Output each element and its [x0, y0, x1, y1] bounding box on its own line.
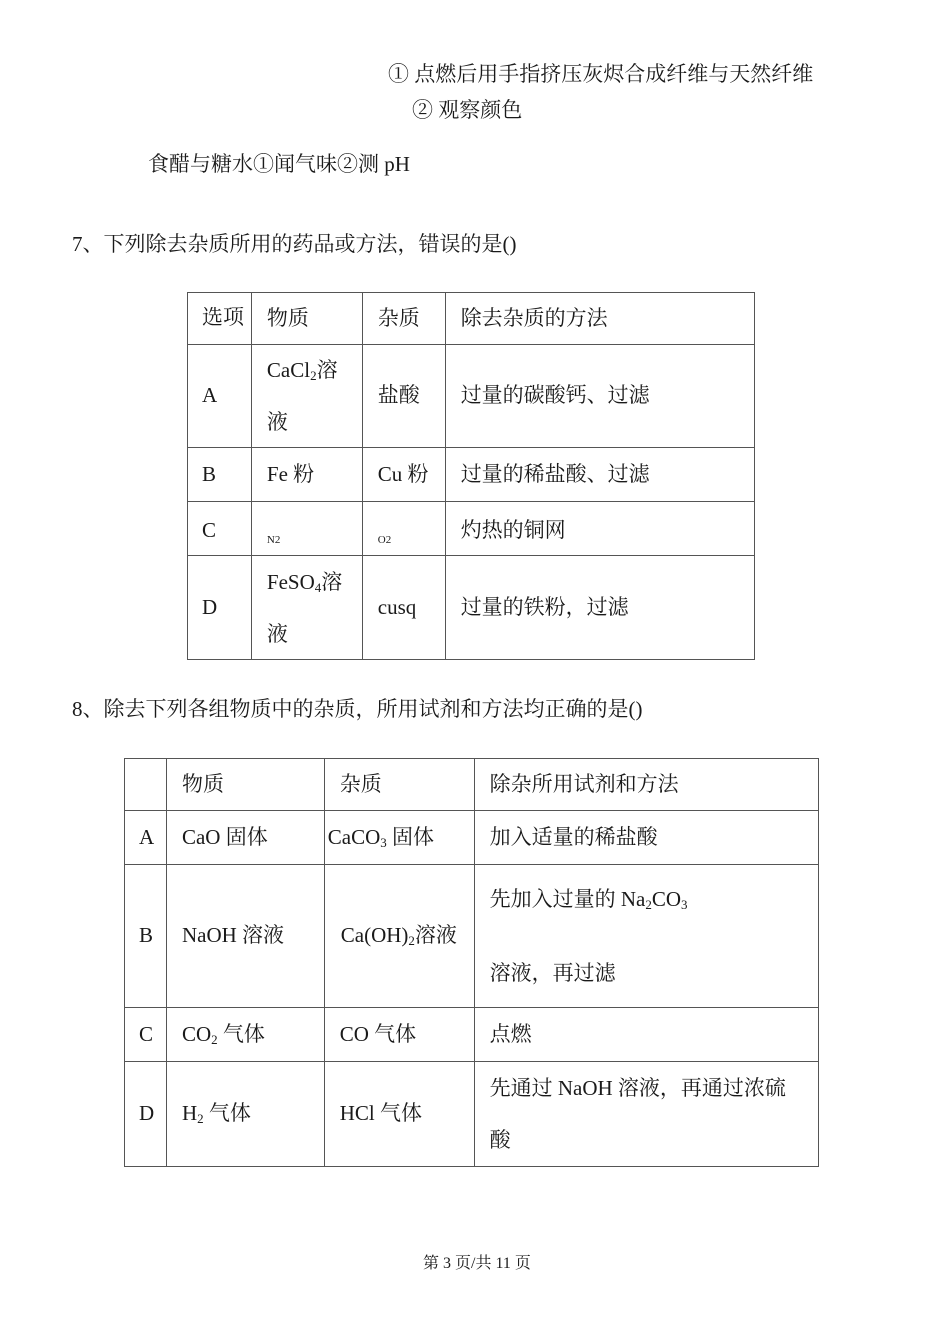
- table-row: [188, 345, 755, 448]
- option-letter: D: [188, 556, 252, 660]
- top-line-1: ① 点燃后用手指挤压灰烬合成纤维与天然纤维: [388, 62, 814, 86]
- page-footer: 第 3 页/共 11 页: [423, 1255, 531, 1272]
- method-cell: 过量的碳酸钙、过滤: [445, 345, 754, 448]
- table-row: [188, 556, 755, 660]
- impurity-cell: CaCO$_3$ 固体: [324, 811, 474, 865]
- impurity-cell: O2: [362, 502, 445, 556]
- option-letter: A: [125, 811, 167, 865]
- table-row: [125, 865, 819, 1008]
- substance-cell: N2: [251, 502, 362, 556]
- method-cell: 过量的稀盐酸、过滤: [445, 448, 754, 502]
- header-impurity: 杂质: [324, 759, 474, 811]
- option-letter: B: [188, 448, 252, 502]
- header-option: 选项: [188, 293, 252, 345]
- substance-cell: Fe 粉: [251, 448, 362, 502]
- method-cell: 加入适量的稀盐酸: [474, 811, 818, 865]
- header-substance: 物质: [166, 759, 324, 811]
- substance-cell: $H_2$ 气体: [166, 1062, 324, 1167]
- option-letter: C: [125, 1008, 167, 1062]
- method-cell: 过量的铁粉，过滤: [445, 556, 754, 660]
- method-cell: 先加入过量的 $Na_2CO_3$ 溶液，再过滤: [474, 865, 818, 1008]
- substance-cell: FeSO$_4$溶 液: [251, 556, 362, 660]
- impurity-cell: $Ca(OH)_2$溶液: [324, 865, 474, 1008]
- option-letter: D: [125, 1062, 167, 1167]
- table-row: [125, 811, 819, 865]
- method-cell: 先通过 NaOH 溶液，再通过浓硫 酸: [474, 1062, 818, 1167]
- impurity-cell: CO 气体: [324, 1008, 474, 1062]
- question-7-table: [187, 292, 755, 660]
- question-8-table: [124, 758, 819, 1167]
- table-row: [125, 1062, 819, 1167]
- table-row: [188, 502, 755, 556]
- question-8-title: 8、除去下列各组物质中的杂质，所用试剂和方法均正确的是(): [72, 697, 643, 721]
- table-row: [125, 1008, 819, 1062]
- method-cell: 点燃: [474, 1008, 818, 1062]
- header-method: 除去杂质的方法: [445, 293, 754, 345]
- option-letter: A: [188, 345, 252, 448]
- impurity-cell: HCl 气体: [324, 1062, 474, 1167]
- header-substance: 物质: [251, 293, 362, 345]
- table-row: [188, 448, 755, 502]
- impurity-cell: cusq: [362, 556, 445, 660]
- header-option: [125, 759, 167, 811]
- impurity-cell: 盐酸: [362, 345, 445, 448]
- method-cell: 灼热的铜网: [445, 502, 754, 556]
- top-line-3: 食醋与糖水①闻气味②测 pH: [148, 152, 410, 176]
- header-impurity: 杂质: [362, 293, 445, 345]
- table-header-row: [188, 293, 755, 345]
- top-line-2: ② 观察颜色: [412, 98, 523, 122]
- substance-cell: $CO_2$ 气体: [166, 1008, 324, 1062]
- substance-cell: CaO 固体: [166, 811, 324, 865]
- question-7-title: 7、下列除去杂质所用的药品或方法，错误的是(): [72, 232, 517, 256]
- substance-cell: CaCl$_2$溶 液: [251, 345, 362, 448]
- substance-cell: NaOH 溶液: [166, 865, 324, 1008]
- option-letter: B: [125, 865, 167, 1008]
- option-letter: C: [188, 502, 252, 556]
- impurity-cell: Cu 粉: [362, 448, 445, 502]
- table-header-row: [125, 759, 819, 811]
- header-method: 除杂所用试剂和方法: [474, 759, 818, 811]
